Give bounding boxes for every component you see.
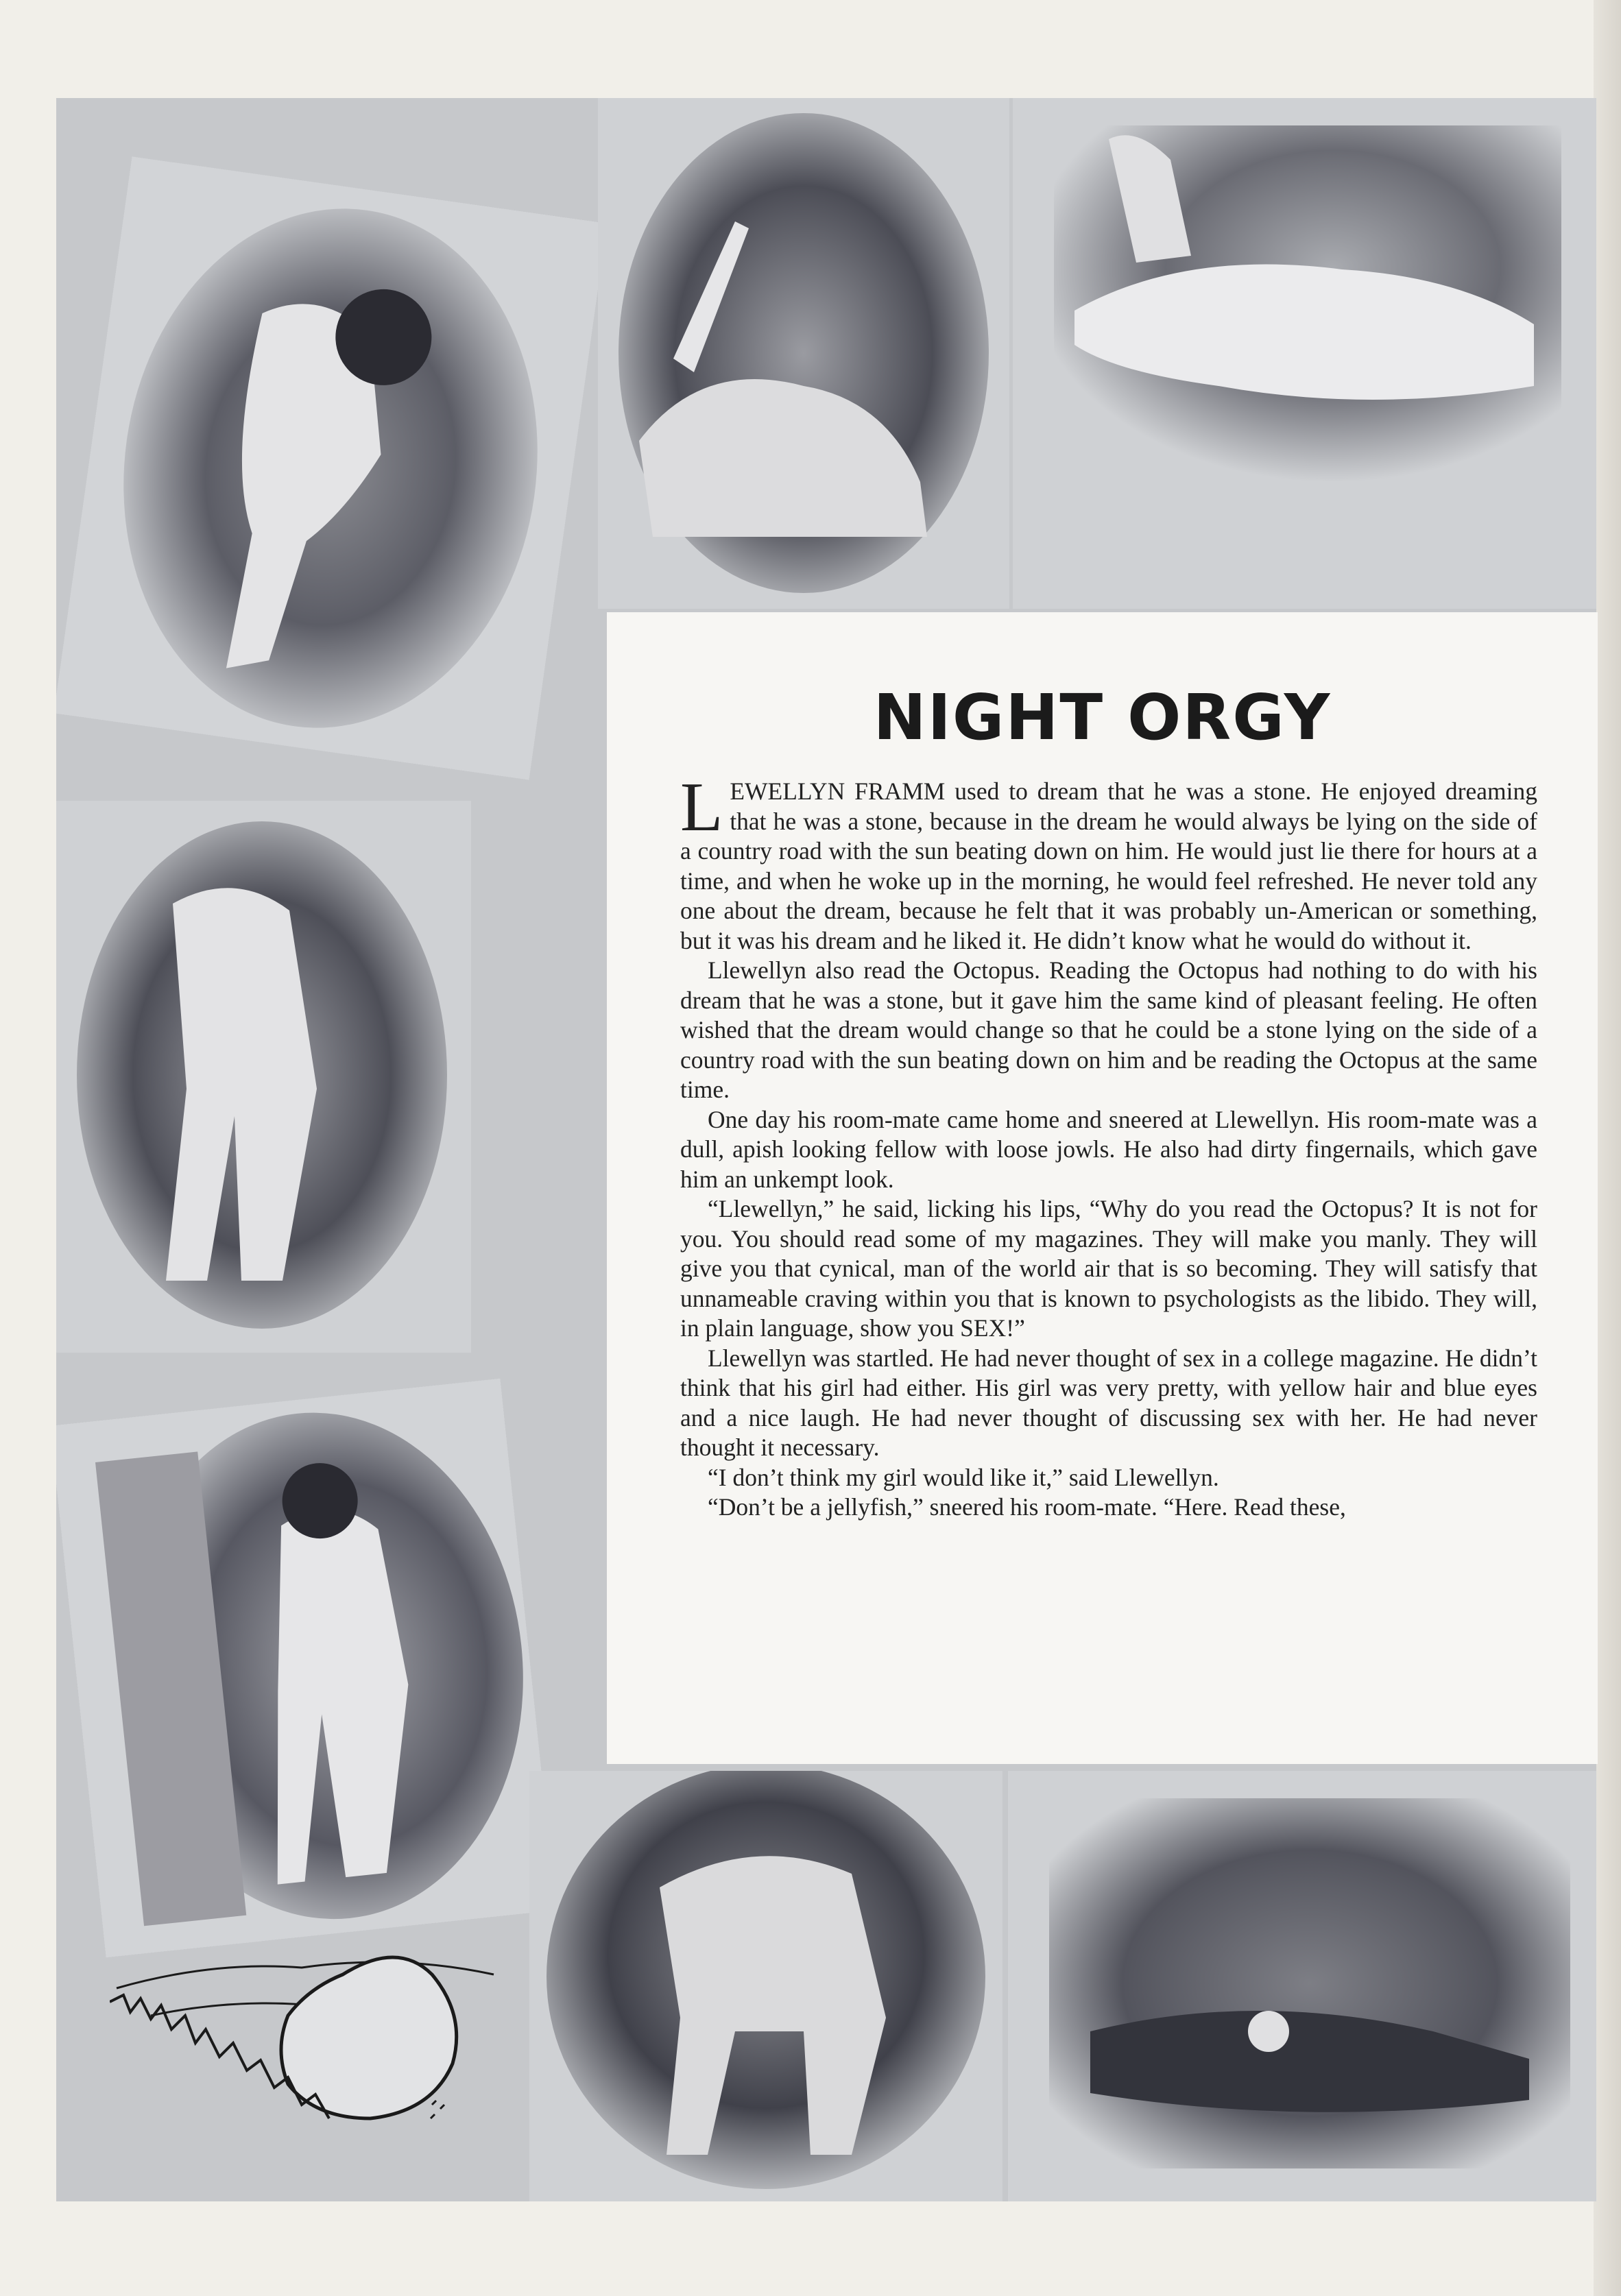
photo-kneeling-figure <box>529 1771 1002 2201</box>
photo-kneeling-figure-image <box>529 1771 1002 2201</box>
photo-figure-standing <box>56 801 471 1353</box>
article-paragraph: “I don’t think my girl would like it,” said Llewellyn. <box>708 1463 1219 1491</box>
photo-reaching-arm <box>598 98 1009 609</box>
photo-figure-on-sofa-image <box>1008 1771 1596 2201</box>
page-edge <box>1594 0 1621 2296</box>
photo-woman-at-wall <box>56 1379 556 1958</box>
photo-reaching-arm-image <box>598 98 1009 609</box>
photo-reclining-figure-image <box>1013 98 1596 609</box>
photo-man-writing-image <box>56 156 608 780</box>
photo-figure-standing-image <box>56 801 471 1353</box>
article-title: NIGHT ORGY <box>873 681 1332 754</box>
article-body <box>680 769 1537 1523</box>
article-paragraph: Llewellyn also read the Octopus. Reading the Octopus had nothing to do with his dream that he was a stone, but it gave him the same kind of pleasant feeling. He often wished that the dream would change so that he could be a stone lying on the side of a country road with the sun beating down on him and be reading the Octopus at the same time. <box>680 956 1537 1103</box>
stone-sketch-illustration <box>110 1947 521 2153</box>
article-paragraph <box>680 769 1537 956</box>
paragraph-text: EWELLYN FRAMM used to dream that he was a stone. He enjoyed dreaming that he was a stone, because in the dream he would always be lying on the side of a country road with the sun beating down on him. He would just lie there for hours at a time, and when he woke up in the morning, he would feel refreshed. He never told any one about the dream, because he felt that it was probably un-American or something, but it was his dream and he liked it. He didn’t know what he would do without it. <box>680 777 1537 954</box>
photo-figure-on-sofa <box>1008 1771 1596 2201</box>
article-paragraph: One day his room-mate came home and sneered at Llewellyn. His room-mate was a dull, apish looking fellow with loose jowls. He also had dirty fingernails, which gave him an unkempt look. <box>680 1105 1537 1193</box>
photo-man-writing <box>56 156 608 780</box>
drop-cap: L <box>680 769 723 846</box>
article-panel <box>607 612 1598 1764</box>
article-paragraph: “Don’t be a jellyfish,” sneered his room-mate. “Here. Read these, <box>708 1493 1346 1521</box>
article-paragraph: Llewellyn was startled. He had never thought of sex in a college magazine. He didn’t think that his girl had either. His girl was very pretty, with yellow hair and blue eyes and a nice laugh. He had never thought of discussing sex with her. He had never thought it necessary. <box>680 1344 1537 1461</box>
photo-woman-at-wall-image <box>56 1379 556 1958</box>
article-paragraph: “Llewellyn,” he said, licking his lips, “Why do you read the Octopus? It is not for you. You should read some of my magazines. They will make you manly. They will give you that cynical, man of the world air that is so becoming. They will satisfy that unnameable craving within you that is known to psychologists as the libido. They will, in plain language, show you SEX!” <box>680 1195 1537 1342</box>
photo-reclining-figure <box>1013 98 1596 609</box>
